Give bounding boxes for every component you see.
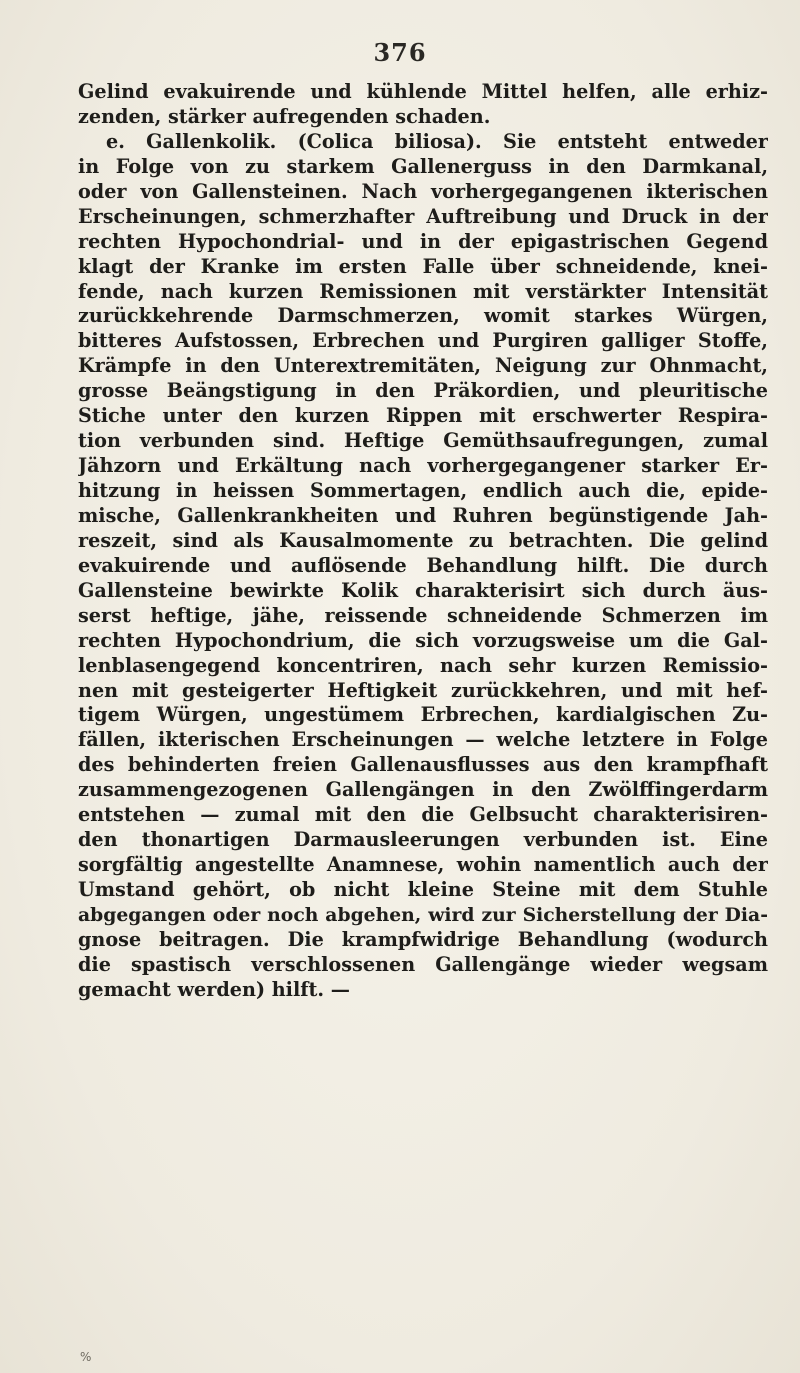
page-number: 376 [373, 38, 427, 67]
text-line: Jähzorn und Erkältung nach vorhergegangener starker Er- [78, 454, 768, 478]
text-line: tigem Würgen, ungestümem Erbrechen, kardialgischen Zu- [78, 703, 768, 727]
text-line: rechten Hypochondrial- und in der epigastrischen Gegend [78, 229, 768, 253]
text-line: bitteres Aufstossen, Erbrechen und Purgiren galliger Stoffe, [78, 329, 768, 353]
text-line: Gallensteine bewirkte Kolik charakterisirt sich durch äus- [78, 578, 768, 602]
text-line: gemacht werden) hilft. — [78, 977, 350, 1001]
text-line: zenden, stärker aufregenden schaden. [78, 104, 491, 128]
text-line: lenblasengegend koncentriren, nach sehr kurzen Remissio- [78, 653, 768, 677]
text-line: grosse Beängstigung in den Präkordien, und pleuritische [78, 379, 768, 403]
text-line: in Folge von zu starkem Gallenerguss in den Darmkanal, [78, 154, 768, 178]
text-line: abgegangen oder noch abgehen, wird zur Sicherstellung der Dia- [78, 903, 768, 926]
text-line: zurückkehrende Darmschmerzen, womit starkes Würgen, [78, 304, 768, 328]
text-line: zusammengezogenen Gallengängen in den Zwölffingerdarm [78, 778, 768, 802]
text-line: Umstand gehört, ob nicht kleine Steine mit dem Stuhle [78, 878, 768, 901]
text-line: tion verbunden sind. Heftige Gemüthsaufregungen, zumal [78, 429, 768, 453]
text-line: nen mit gesteigerter Heftigkeit zurückkehren, und mit hef- [78, 678, 768, 702]
text-line: Gelind evakuirende und kühlende Mittel helfen, alle erhiz- [78, 80, 768, 103]
stray-mark: % [80, 1350, 92, 1364]
text-line: gnose beitragen. Die krampfwidrige Behandlung (wodurch [78, 927, 768, 951]
text-line: die spastisch verschlossenen Gallengänge wieder wegsam [78, 952, 768, 976]
text-line: mische, Gallenkrankheiten und Ruhren begünstigende Jah- [78, 503, 768, 527]
text-line: klagt der Kranke im ersten Falle über schneidende, knei- [78, 254, 768, 278]
text-line: sorgfältig angestellte Anamnese, wohin namentlich auch der [78, 853, 768, 877]
text-line: Erscheinungen, schmerzhafter Auftreibung und Druck in der [78, 204, 768, 228]
text-line: evakuirende und auflösende Behandlung hilft. Die durch [78, 553, 768, 577]
text-line: oder von Gallensteinen. Nach vorhergegangenen ikterischen [78, 179, 768, 203]
text-line: den thonartigen Darmausleerungen verbunden ist. Eine [78, 828, 768, 852]
text-line: serst heftige, jähe, reissende schneidende Schmerzen im [78, 603, 768, 627]
text-line: hitzung in heissen Sommertagen, endlich auch die, epide- [78, 479, 768, 502]
text-line: des behinderten freien Gallenausflusses aus den krampfhaft [78, 753, 768, 777]
text-line: fällen, ikterischen Erscheinungen — welche letztere in Folge [78, 728, 768, 752]
text-line: rechten Hypochondrium, die sich vorzugsweise um die Gal- [78, 628, 768, 652]
text-line: Stiche unter den kurzen Rippen mit erschwerter Respira- [78, 404, 768, 428]
text-line: Krämpfe in den Unterextremitäten, Neigung zur Ohnmacht, [78, 354, 768, 378]
text-line: e. Gallenkolik. (Colica biliosa). Sie entsteht entweder [106, 129, 768, 153]
text-line: fende, nach kurzen Remissionen mit verstärkter Intensität [78, 279, 768, 303]
text-line: reszeit, sind als Kausalmomente zu betrachten. Die gelind [78, 528, 768, 552]
text-line: entstehen — zumal mit den die Gelbsucht charakterisiren- [78, 803, 768, 827]
body-text [78, 80, 768, 1003]
